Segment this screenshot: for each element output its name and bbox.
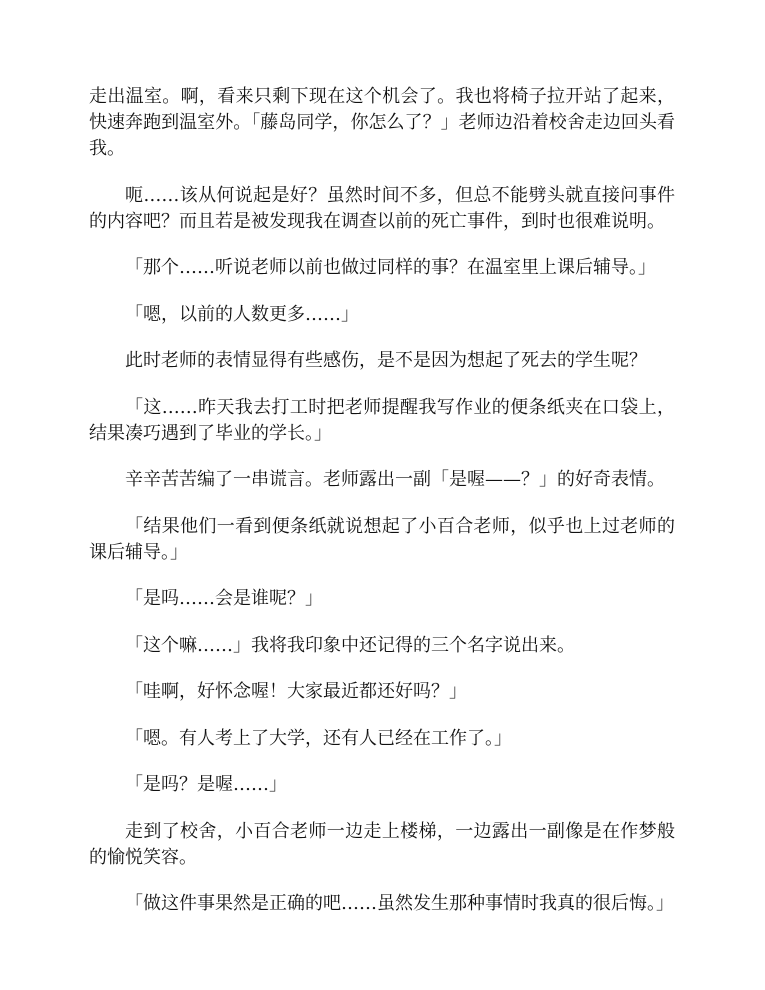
- paragraph: 「那个……听说老师以前也做过同样的事？在温室里上课后辅导。」: [125, 257, 656, 278]
- paragraph: 「是吗……会是谁呢？」: [125, 588, 323, 609]
- paragraph: 「嗯，以前的人数更多……」: [125, 303, 359, 325]
- paragraph: 「结果他们一看到便条纸就说想起了小百合老师，似乎也上过老师的课后辅导。」: [89, 515, 675, 563]
- paragraph: 此时老师的表情显得有些感伤，是不是因为想起了死去的学生呢？: [125, 350, 647, 371]
- paragraph: 呃……该从何说起是好？虽然时间不多，但总不能劈头就直接问事件的内容吧？而且若是被发现我在调查以前的死亡事件，到时也很难说明。: [89, 184, 675, 232]
- paragraph: 「做这件事果然是正确的吧……虽然发生那种事情时我真的很后悔。」: [125, 893, 674, 914]
- document-page: [89, 84, 675, 938]
- paragraph: 辛辛苦苦编了一串谎言。老师露出一副「是喔——？」的好奇表情。: [125, 469, 665, 490]
- paragraph: 「这……昨天我去打工时把老师提醒我写作业的便条纸夹在口袋上，结果凑巧遇到了毕业的学长。」: [89, 396, 675, 444]
- paragraph: 走到了校舍，小百合老师一边走上楼梯，一边露出一副像是在作梦般的愉悦笑容。: [89, 820, 675, 868]
- paragraph: 「嗯。有人考上了大学，还有人已经在工作了。」: [125, 727, 512, 749]
- paragraph: 「哇啊，好怀念喔！大家最近都还好吗？」: [125, 681, 467, 702]
- paragraph: 「是吗？是喔……」: [125, 774, 287, 795]
- paragraph: 「这个嘛……」我将我印象中还记得的三个名字说出来。: [125, 634, 575, 656]
- paragraph: 走出温室。啊，看来只剩下现在这个机会了。我也将椅子拉开站了起来，快速奔跑到温室外。「藤岛同学，你怎么了？」老师边沿着校舍走边回头看我。: [89, 86, 675, 159]
